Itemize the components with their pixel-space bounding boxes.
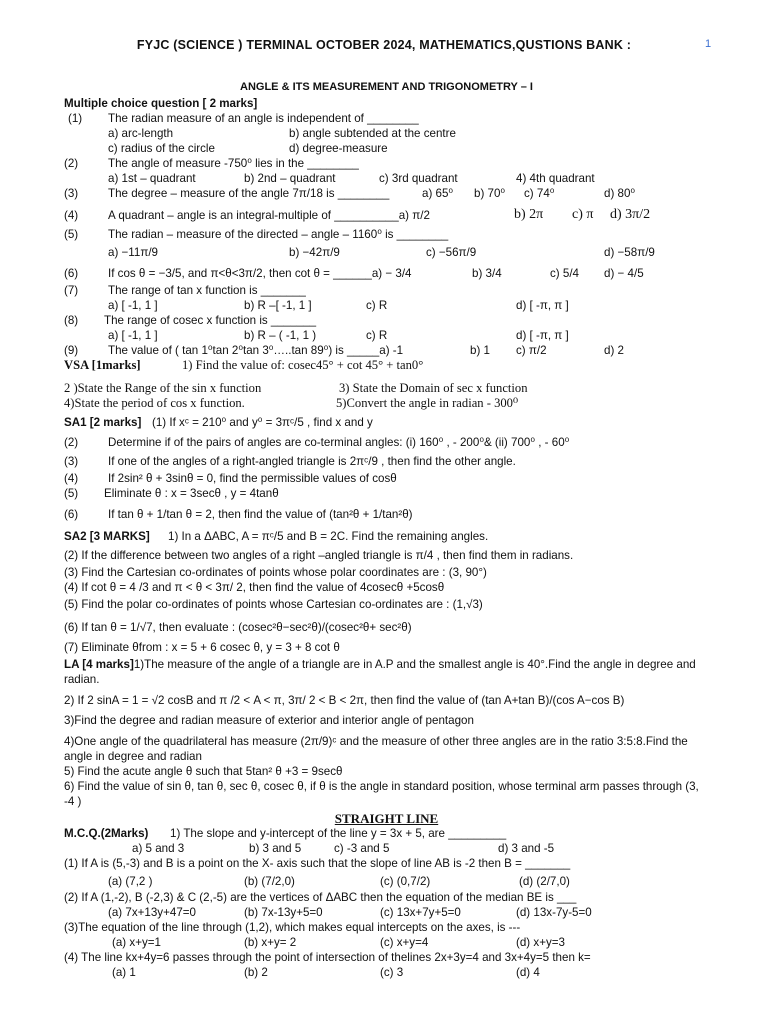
sa2-line-4 [64,580,709,595]
la-heading: LA [4 marks] [64,658,134,671]
question-number: (6) [64,267,79,280]
option-a: (a) 1 [112,966,136,979]
vsa-line-1 [64,358,709,373]
mcq-options-7 [64,298,709,313]
option-b: b) 2π [514,207,544,222]
option-d: d) degree-measure [289,142,388,155]
sa1-question-5: Eliminate θ : x = 3secθ , y = 4tanθ [104,487,279,500]
option-b: b) 2nd – quadrant [244,172,336,185]
la-question-3: 3)Find the degree and radian measure of exterior and interior angle of pentagon [64,714,474,727]
vsa-question-2: 2 )State the Range of the sin x function [64,381,262,395]
question-number: (1) [68,112,83,125]
option-a: a) 65⁰ [422,187,454,200]
option-b: b) 3 and 5 [249,842,302,855]
option-b: b) 3/4 [472,267,502,280]
vsa-question-3: 3) State the Domain of sec x function [339,381,528,395]
sa1-line-4: (4) If 2sin² θ + 3sinθ = 0, find the permissible values of cosθ [64,472,397,485]
sl-question-3: (2) If A (1,-2), B (-2,3) & C (2,-5) are the vertices of ΔABC then the equation of the median BE is ___ [64,891,577,904]
sa2-line-5 [64,595,709,614]
question-number: (4) [64,209,79,222]
sa1-line-1 [64,411,709,433]
sa2-question-6: (6) If tan θ = 1/√7, then evaluate : (cosec²θ−sec²θ)/(cosec²θ+ sec²θ) [64,621,412,634]
option-c: c) 5/4 [550,267,579,280]
la-line-5 [64,764,709,779]
option-d: (d) 13x-7y-5=0 [516,906,592,919]
mcq-question-8 [64,313,709,328]
option-c: c) -3 and 5 [334,842,390,855]
sl-options-3 [64,905,709,920]
option-a: a) 1st – quadrant [108,172,196,185]
option-c: c) 3rd quadrant [379,172,458,185]
option-b: b) R – ( -1, 1 ) [244,329,317,342]
sa1-heading: SA1 [2 marks] [64,416,142,429]
option-b: (b) 7x-13y+5=0 [244,906,323,919]
option-b: b) angle subtended at the centre [289,127,456,140]
option-a: a) [ -1, 1 ] [108,329,158,342]
option-c: c) radius of the circle [108,142,215,155]
sa1-question-6: If tan θ + 1/tan θ = 2, then find the value of (tan²θ + 1/tan²θ) [108,508,413,521]
option-d: d) 80⁰ [604,187,636,200]
option-d: d) −58π/9 [604,246,655,259]
sa2-question-1: 1) In a ΔABC, A = πᶜ/5 and B = 2C. Find the remaining angles. [168,530,489,543]
vsa-question-1: 1) Find the value of: cosec45° + cot 45° + tan0° [182,358,424,372]
option-d: (d) 4 [516,966,540,979]
option-d: d) 3π/2 [610,207,651,222]
question-number: (2) [64,157,79,170]
mcq-question-4 [64,205,709,227]
sa1-line-2: (2) Determine if of the pairs of angles are co-terminal angles: (i) 160⁰ , - 200⁰& (ii) 700⁰ , - 60⁰ [64,436,570,449]
option-c: c) π/2 [516,344,547,357]
spacer [64,373,709,381]
sl-question-1: 1) The slope and y-intercept of the line y = 3x + 5, are _________ [170,827,507,840]
option-d: 4) 4th quadrant [516,172,595,185]
la-question-6: 6) Find the value of sin θ, tan θ, sec θ, cosec θ, if θ is the angle in standard position, whose terminal arm passes through (3, -4 ) [64,780,699,808]
sl-options-4 [64,935,709,950]
sa1-question-4: If 2sin² θ + 3sinθ = 0, find the permissible values of cosθ [108,472,397,485]
sa1-line-5: (5) Eliminate θ : x = 3secθ , y = 4tanθ [64,487,279,500]
question-number: (3) [64,187,79,200]
mcq-options-1a [64,126,709,141]
sa2-question-5: (5) Find the polar co-ordinates of points whose Cartesian co-ordinates are : (1,√3) [64,598,483,611]
mcq-options-1b [64,141,709,156]
mcq-question-5 [64,227,709,242]
question-text: The value of ( tan 1⁰tan 2⁰tan 3⁰…..tan 89⁰) is _____a) -1 [108,344,404,357]
option-b: (b) x+y= 2 [244,936,297,949]
sa1-question-2: Determine if of the pairs of angles are co-terminal angles: (i) 160⁰ , - 200⁰& (ii) 700⁰ , - 60⁰ [108,436,570,449]
sa2-question-4: (4) If cot θ = 4 /3 and π < θ < 3π/ 2, then find the value of 4cosecθ +5cosθ [64,581,445,594]
sa2-line-3 [64,565,709,580]
option-c: (c) 3 [380,966,404,979]
vsa-line-2 [64,381,709,396]
section-title-trigonometry: ANGLE & ITS MEASUREMENT AND TRIGONOMETRY – I [240,81,533,93]
mcq-question-7 [64,283,709,298]
question-text: If cos θ = −3/5, and π<θ<3π/2, then cot θ = ______a) − 3/4 [108,267,412,280]
la-question-4: 4)One angle of the quadrilateral has measure (2π/9)ᶜ and the measure of other three angles are in the ratio 3:5:8.Find the angle in degree and radian [64,735,688,763]
la-line-2 [64,687,709,713]
mcq-question-3 [64,186,709,205]
sa2-question-7: (7) Eliminate θfrom : x = 5 + 6 cosec θ, y = 3 + 8 cot θ [64,641,340,654]
option-c: c) R [366,329,388,342]
sa2-question-2: (2) If the difference between two angles of a right –angled triangle is π/4 , then find them in radians. [64,549,574,562]
question-text: The range of tan x function is _______ [108,284,306,297]
la-question-1: 1)The measure of the angle of a triangle are in A.P and the smallest angle is 40°.Find the angle in degree and radian. [64,658,696,686]
mcq-heading: Multiple choice question [ 2 marks] [64,97,258,110]
sa2-question-3: (3) Find the Cartesian co-ordinates of points whose polar coordinates are : (3, 90°) [64,566,487,579]
sl-question-4-line [64,920,709,935]
option-b: b) R –[ -1, 1 ] [244,299,312,312]
sl-options-2 [64,871,709,890]
la-question-2: 2) If 2 sinA = 1 = √2 cosB and π /2 < A < π, 3π/ 2 < B < 2π, then find the value of (tan A+tan B)/(cos A−cos B) [64,694,625,707]
mcq-options-5 [64,242,709,264]
sa1-line-3: (3) If one of the angles of a right-angled triangle is 2πᶜ/9 , then find the other angle. [64,455,516,468]
page-number: 1 [705,38,712,50]
vsa-question-4: 4)State the period of cos x function. [64,396,245,410]
question-text: The radian measure of an angle is independent of ________ [108,112,419,125]
sa2-line-7 [64,640,709,655]
option-d: d) [ -π, π ] [516,329,569,342]
sl-question-5-line [64,950,709,965]
sa2-line-1 [64,527,709,546]
sl-mcq-heading: M.C.Q.(2Marks) [64,827,149,840]
option-b: b) −42π/9 [289,246,340,259]
sl-options-1 [64,841,709,856]
sl-question-2-line [64,856,709,871]
option-b: b) 70⁰ [474,187,506,200]
option-c: c) 74⁰ [524,187,555,200]
question-number: (5) [64,228,79,241]
option-c: c) −56π/9 [426,246,477,259]
option-a: a) 5 and 3 [132,842,185,855]
la-line-3 [64,713,709,728]
question-text: The degree – measure of the angle 7π/18 is ________ [108,187,390,200]
option-a: (a) 7x+13y+47=0 [108,906,196,919]
option-a: a) arc-length [108,127,174,140]
question-text: The radian – measure of the directed – angle – 1160⁰ is ________ [108,228,449,241]
question-text: A quadrant – angle is an integral-multiple of __________a) π/2 [108,209,430,222]
option-b: b) 1 [470,344,490,357]
page-header-title: FYJC (SCIENCE ) TERMINAL OCTOBER 2024, MATHEMATICS,QUSTIONS BANK : [136,38,632,52]
question-number: (7) [64,284,79,297]
mcq-question-1 [64,111,709,126]
sl-mcq-line-1 [64,826,709,841]
la-question-5: 5) Find the acute angle θ such that 5tan² θ +3 = 9secθ [64,765,343,778]
sa1-line-6: (6) If tan θ + 1/tan θ = 2, then find the value of (tan²θ + 1/tan²θ) [64,508,413,521]
question-text: The angle of measure -750⁰ lies in the ________ [108,157,359,170]
sl-question-2: (1) If A is (5,-3) and B is a point on the X- axis such that the slope of line AB is -2 then B = _______ [64,857,571,870]
sa1-question-3: If one of the angles of a right-angled triangle is 2πᶜ/9 , then find the other angle. [108,455,516,468]
sl-options-5 [64,965,709,980]
option-a: a) −11π/9 [108,246,159,259]
option-d: d) − 4/5 [604,267,644,280]
question-number: (8) [64,314,79,327]
sa2-heading: SA2 [3 MARKS] [64,530,150,543]
document-body [64,80,709,980]
mcq-question-2 [64,156,709,171]
mcq-question-9 [64,343,709,358]
option-a: (a) (7,2 ) [108,875,153,888]
sl-question-4: (3)The equation of the line through (1,2), which makes equal intercepts on the axes, is --- [64,921,521,934]
sl-question-5: (4) The line kx+4y=6 passes through the point of intersection of thelines 2x+3y=4 and 3x+4y=5 then k= [64,951,591,964]
option-d: (d) (2/7,0) [519,875,570,888]
question-number: (9) [64,344,79,357]
option-b: (b) 2 [244,966,268,979]
option-c: c) π [572,207,594,222]
sa1-question-1: (1) If xᶜ = 210⁰ and y⁰ = 3πᶜ/5 , find x and y [152,416,373,429]
option-c: (c) x+y=4 [380,936,429,949]
option-b: (b) (7/2,0) [244,875,295,888]
sl-question-3-line [64,890,709,905]
mcq-options-2 [64,171,709,186]
option-d: d) [ -π, π ] [516,299,569,312]
option-c: c) R [366,299,388,312]
sa2-line-2 [64,546,709,565]
vsa-heading: VSA [1marks] [64,358,141,372]
mcq-options-8 [64,328,709,343]
option-c: (c) 13x+7y+5=0 [380,906,461,919]
option-a: (a) x+y=1 [112,936,161,949]
option-d: d) 2 [604,344,624,357]
vsa-line-3 [64,396,709,411]
option-a: a) [ -1, 1 ] [108,299,158,312]
sa2-line-6 [64,614,709,640]
question-text: The range of cosec x function is _______ [104,314,317,327]
option-d: (d) x+y=3 [516,936,565,949]
mcq-question-6 [64,264,709,283]
la-question-1-block [64,657,709,687]
option-d: d) 3 and -5 [498,842,555,855]
vsa-question-5: 5)Convert the angle in radian - 300⁰ [336,396,519,410]
section-title-straight-line: STRAIGHT LINE [334,811,439,826]
option-c: (c) (0,7/2) [380,875,431,888]
